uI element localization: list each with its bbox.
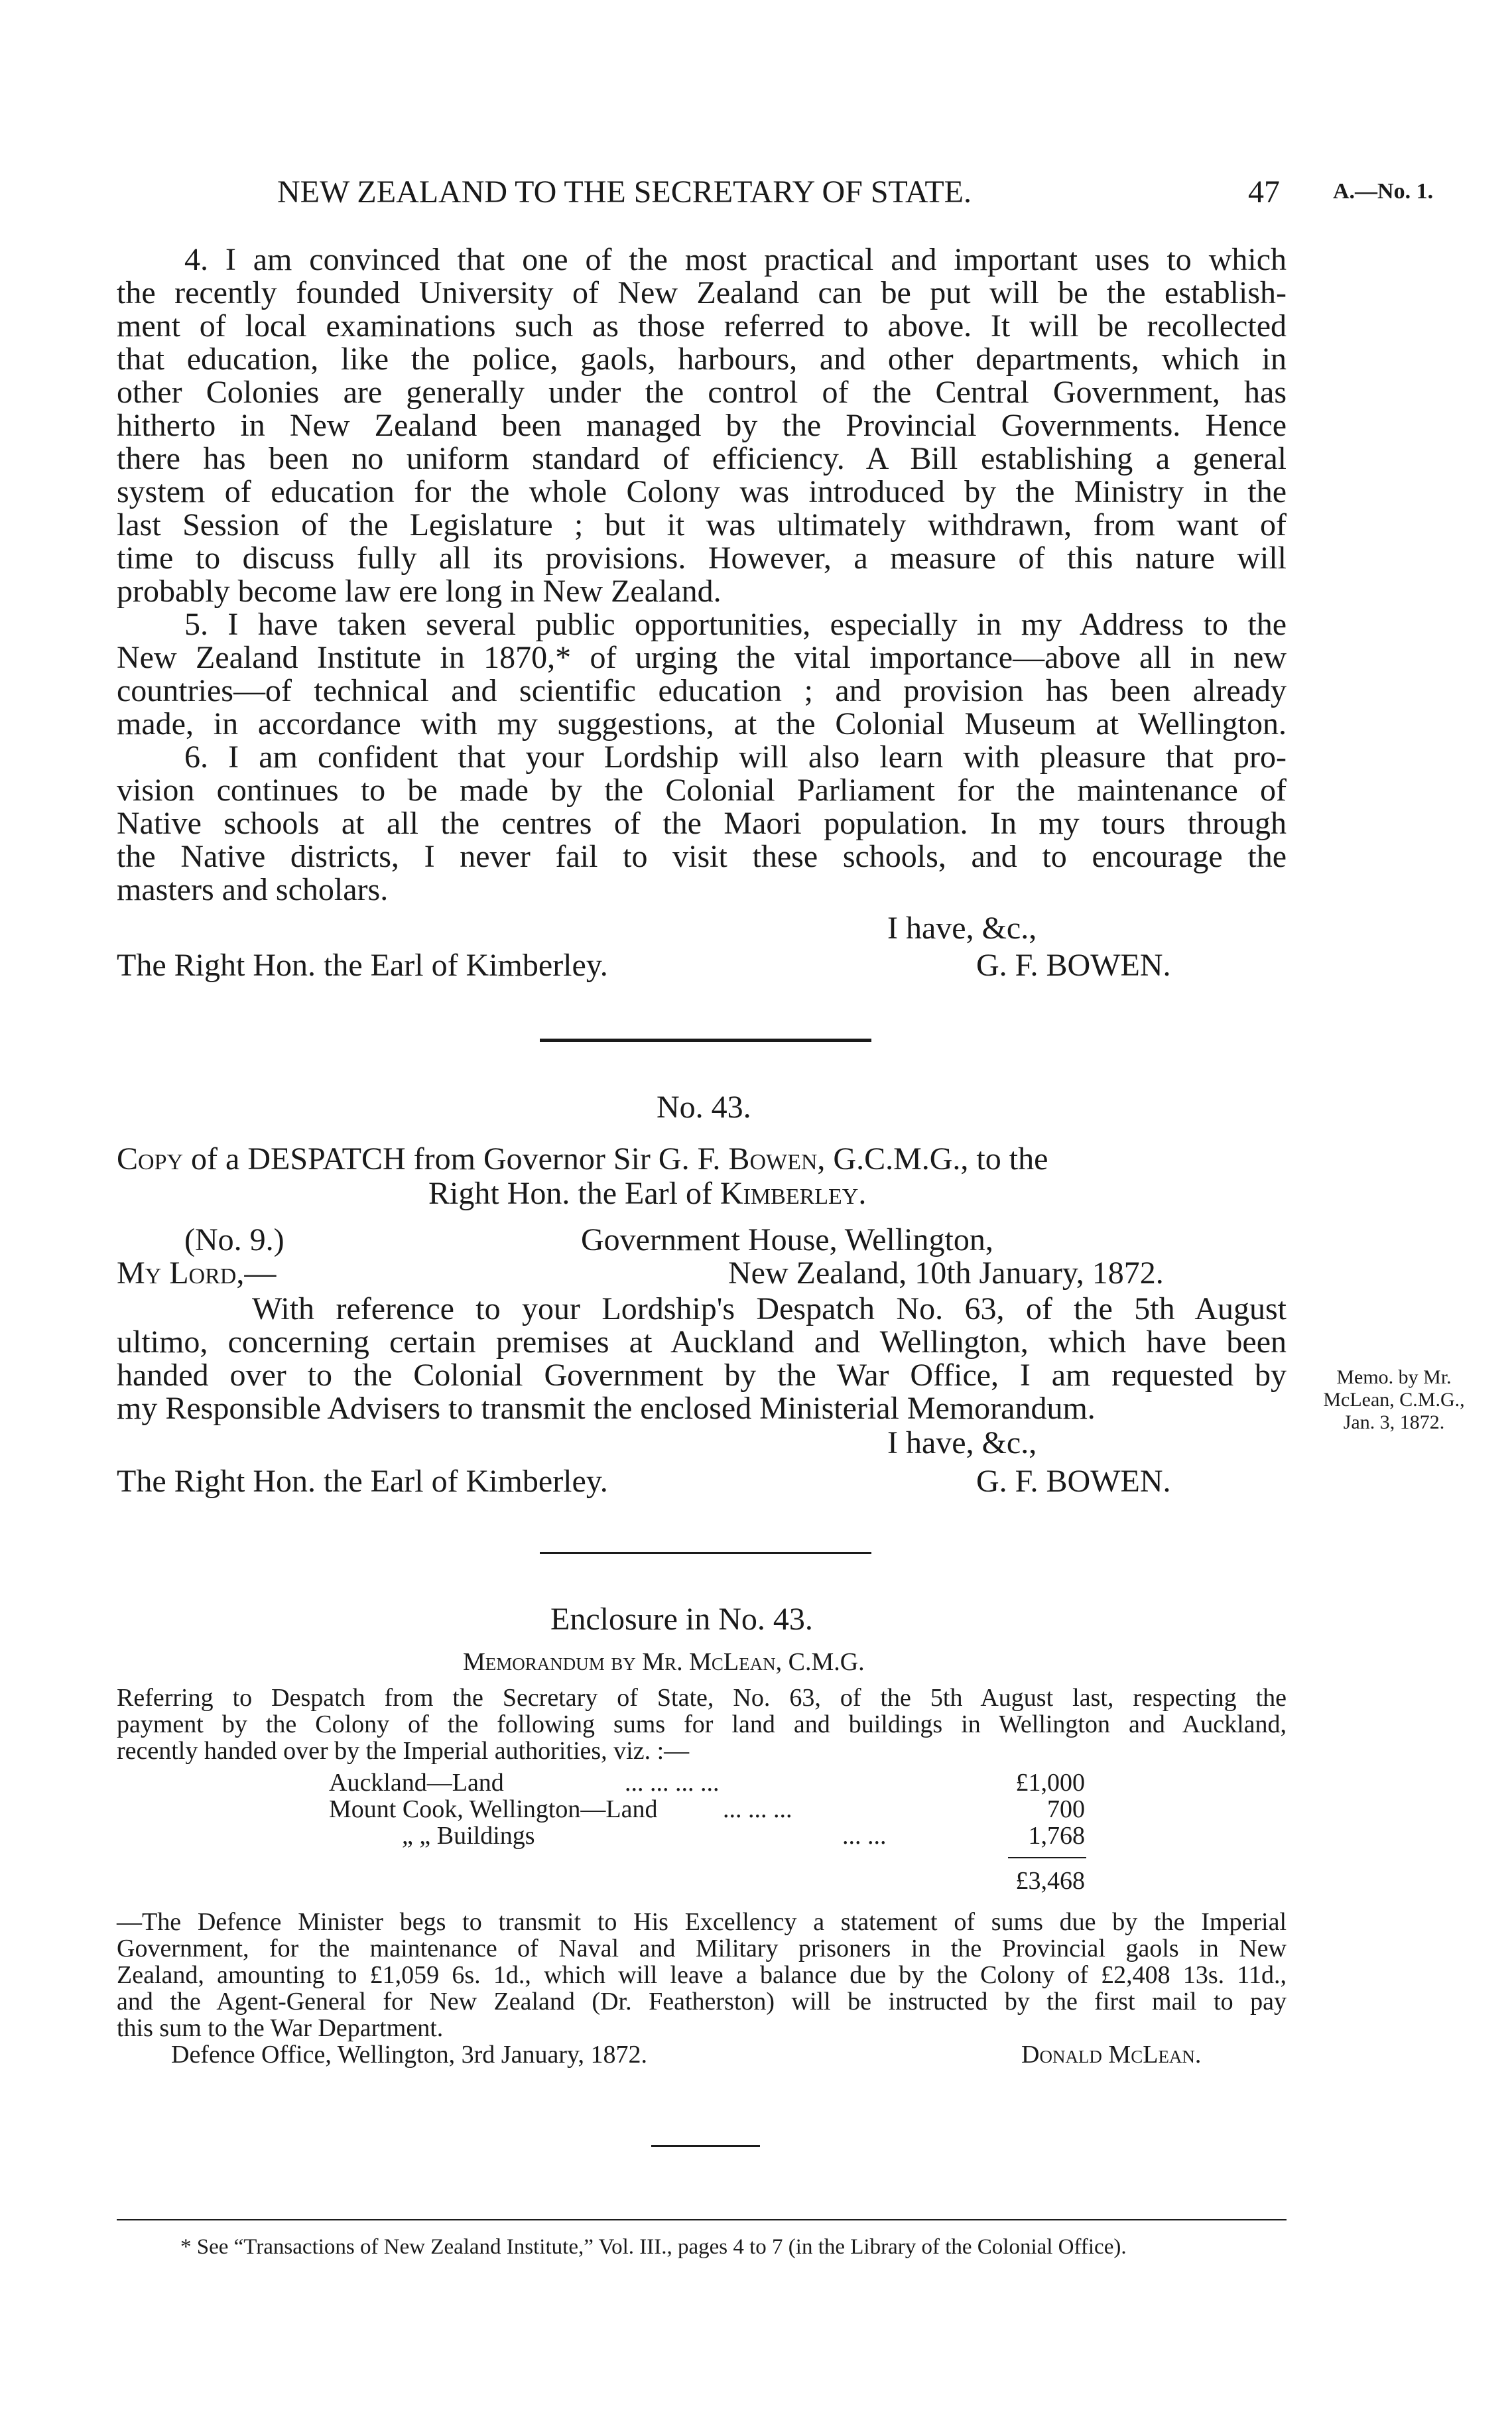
margin-note-line: Memo. by Mr. — [1336, 1366, 1452, 1388]
text-line: —The Defence Minister begs to transmit to His Excellency a statement of sums due by the Imperial — [117, 1908, 1287, 1936]
title-text: of a DESPATCH from Governor Sir G. F. — [183, 1141, 729, 1177]
text-line: system of education for the whole Colony was introduced by the Ministry in the — [117, 474, 1287, 509]
text-line: 4. I am convinced that one of the most practical and important uses to which — [184, 242, 1287, 277]
text-line: handed over to the Colonial Government by the War Office, I am requested by — [117, 1358, 1287, 1393]
text-line: With reference to your Lordship's Despatch No. 63, of the 5th August — [252, 1291, 1287, 1326]
item-amount: 1,768 — [1028, 1822, 1085, 1850]
section-divider — [651, 2145, 760, 2147]
text-line: last Session of the Legislature ; but it was ultimately withdrawn, from want of — [117, 507, 1287, 543]
text-line: recently handed over by the Imperial authorities, viz. :— — [117, 1737, 690, 1765]
text-line: 5. I have taken several public opportunities, especially in my Address to the — [184, 607, 1287, 642]
total-amount: £3,468 — [1015, 1867, 1085, 1895]
title-name: Kimberley — [720, 1176, 859, 1211]
document-reference: A.—No. 1. — [1333, 179, 1434, 204]
total-rule — [1008, 1857, 1086, 1858]
footnote-rule — [117, 2219, 1287, 2220]
running-header-title: NEW ZEALAND TO THE SECRETARY OF STATE. — [277, 174, 972, 210]
title-prefix: Copy — [117, 1141, 184, 1177]
title-suffix: , G.C.M.G., to the — [817, 1141, 1048, 1177]
text-line: time to discuss fully all its provisions. However, a measure of this nature will — [117, 541, 1287, 576]
text-line: Native schools at all the centres of the Maori population. In my tours through — [117, 806, 1287, 841]
text-line: there has been no uniform standard of efficiency. A Bill establishing a general — [117, 441, 1287, 476]
title-text: Right Hon. the Earl of — [428, 1176, 720, 1211]
despatch-ref-number: (No. 9.) — [184, 1222, 284, 1257]
text-line: made, in accordance with my suggestions, at the Colonial Museum at Wellington. — [117, 706, 1287, 741]
section-divider — [540, 1039, 871, 1042]
text-line: hitherto in New Zealand been managed by the Provincial Governments. Hence — [117, 408, 1287, 443]
text-line: Referring to Despatch from the Secretary of State, No. 63, of the 5th August last, respecting the — [117, 1684, 1287, 1712]
item-amount: 700 — [1047, 1795, 1085, 1823]
despatch-signature: G. F. BOWEN. — [976, 1464, 1171, 1499]
text-line: ment of local examinations such as those referred to above. It will be recollected — [117, 308, 1287, 344]
enclosure-signature: Donald McLean. — [1021, 2041, 1202, 2069]
margin-note-line: McLean, C.M.G., — [1323, 1389, 1465, 1411]
despatch-number: No. 43. — [657, 1090, 751, 1125]
text-line: this sum to the War Department. — [117, 2014, 444, 2042]
text-line: probably become law ere long in New Zealand. — [117, 574, 722, 609]
leader-dots: ... ... ... — [723, 1795, 792, 1823]
letter-signature: G. F. BOWEN. — [976, 948, 1171, 983]
text-line: payment by the Colony of the following sums for land and buildings in Wellington and Auckland, — [117, 1710, 1287, 1738]
item-label: Mount Cook, Wellington—Land — [329, 1795, 658, 1823]
table-row — [402, 1821, 1085, 1850]
item-label: Auckland—Land — [329, 1769, 504, 1797]
text-line: the Native districts, I never fail to visit these schools, and to encourage the — [117, 839, 1287, 874]
leader-dots: ... ... — [842, 1822, 887, 1850]
despatch-title-line-1 — [117, 1141, 1048, 1177]
margin-note-line: Jan. 3, 1872. — [1343, 1411, 1445, 1433]
text-line: and the Agent-General for New Zealand (Dr. Featherston) will be instructed by the first mail to pay — [117, 1988, 1287, 2016]
memorandum-title: Memorandum by Mr. McLean, C.M.G. — [463, 1648, 865, 1676]
leader-dots: ... ... ... ... — [625, 1769, 720, 1797]
footnote: * See “Transactions of New Zealand Institute,” Vol. III., pages 4 to 7 (in the Library of the Colonial Office). — [180, 2235, 1127, 2259]
despatch-salutation: My Lord,— — [117, 1255, 277, 1291]
margin-note — [1294, 1366, 1493, 1434]
enclosure-office: Defence Office, Wellington, 3rd January, 1872. — [171, 2041, 648, 2069]
item-label: „ „ Buildings — [402, 1822, 535, 1850]
title-suffix: . — [858, 1176, 867, 1211]
section-divider — [540, 1552, 871, 1554]
item-amount: £1,000 — [1015, 1769, 1085, 1797]
page-number: 47 — [1248, 174, 1280, 210]
text-line: that education, like the police, gaols, harbours, and other departments, which in — [117, 342, 1287, 377]
text-line: the recently founded University of New Zealand can be put will be the establish- — [117, 275, 1287, 310]
text-line: Government, for the maintenance of Naval and Military prisoners in the Provincial gaols in New — [117, 1935, 1287, 1962]
text-line: ultimo, concerning certain premises at Auckland and Wellington, which have been — [117, 1324, 1287, 1360]
text-line: masters and scholars. — [117, 872, 389, 907]
title-name: Bowen — [728, 1141, 818, 1177]
despatch-recipient: The Right Hon. the Earl of Kimberley. — [117, 1464, 608, 1499]
table-row — [329, 1795, 1085, 1824]
text-line: vision continues to be made by the Colonial Parliament for the maintenance of — [117, 773, 1287, 808]
text-line: 6. I am confident that your Lordship will also learn with pleasure that pro- — [184, 739, 1287, 775]
letter-closing: I have, &c., — [887, 911, 1037, 946]
despatch-place: Government House, Wellington, — [581, 1222, 993, 1257]
despatch-closing: I have, &c., — [887, 1425, 1037, 1460]
enclosure-title: Enclosure in No. 43. — [550, 1602, 813, 1637]
despatch-title-line-2 — [428, 1175, 866, 1212]
text-line: countries—of technical and scientific education ; and provision has been already — [117, 673, 1287, 708]
text-line: my Responsible Advisers to transmit the enclosed Ministerial Memorandum. — [117, 1391, 1096, 1426]
table-row — [329, 1768, 1085, 1797]
text-line: Zealand, amounting to £1,059 6s. 1d., which will leave a balance due by the Colony of £2,408 13s. 11d., — [117, 1961, 1287, 1989]
text-line: New Zealand Institute in 1870,* of urging the vital importance—above all in new — [117, 640, 1287, 675]
letter-recipient: The Right Hon. the Earl of Kimberley. — [117, 948, 608, 983]
despatch-date: New Zealand, 10th January, 1872. — [728, 1255, 1164, 1291]
text-line: other Colonies are generally under the control of the Central Government, has — [117, 375, 1287, 410]
